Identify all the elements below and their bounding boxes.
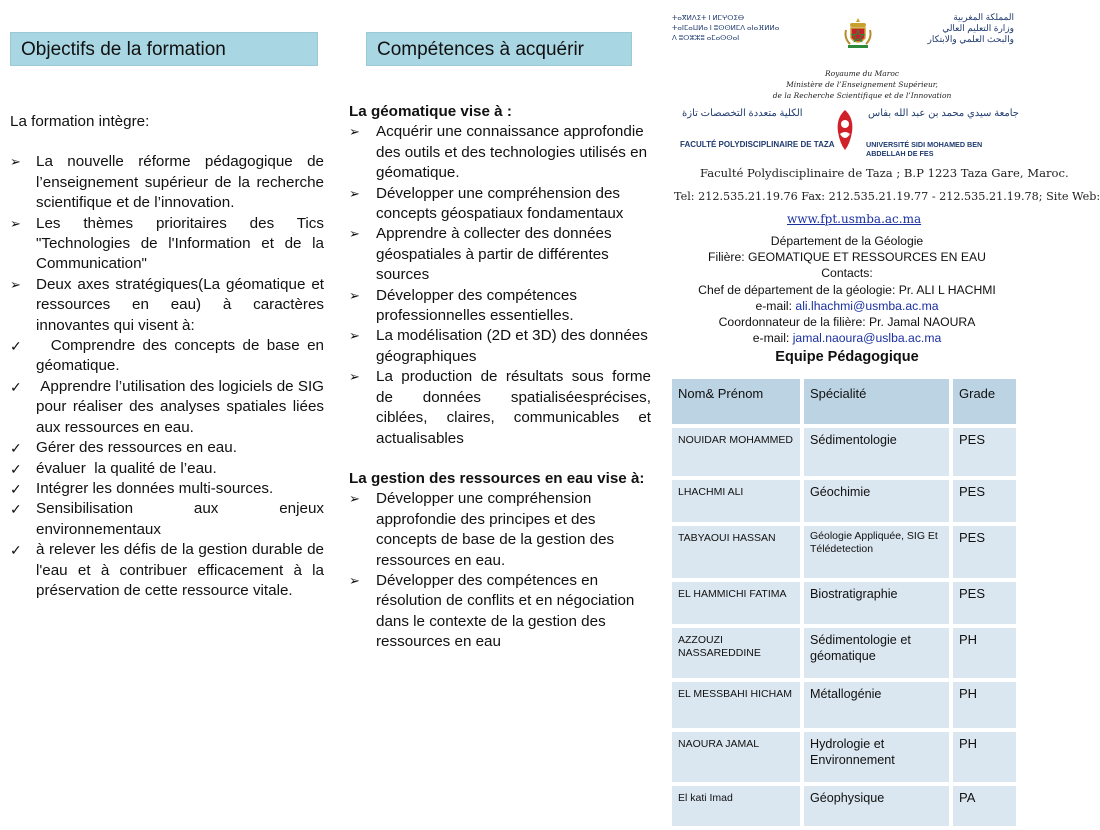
- arabic-line: والبحث العلمي والابتكار: [927, 34, 1014, 44]
- table-row: [672, 526, 1016, 578]
- arabic-line: وزارة التعليم العالي: [942, 23, 1014, 33]
- checkmark-icon: ✓: [10, 501, 22, 518]
- list-item-text: évaluer la qualité de l’eau.: [36, 459, 217, 477]
- contacts-label: Contacts:: [821, 266, 873, 281]
- list-item-text: La production de résultats sous forme de données spatialiséesprécises, ciblées, claires, communicables et actualisables: [376, 368, 651, 447]
- list-item-text: Apprendre à collecter des données géospatiales à partir de différentes sources: [376, 225, 612, 284]
- checkmark-icon: ✓: [10, 440, 22, 457]
- objectifs-list: [10, 152, 329, 601]
- university-arabic-name: جامعة سيدي محمد بن عبد الله بفاس: [868, 108, 1019, 119]
- member-specialite: Biostratigraphie: [800, 582, 949, 624]
- member-name: EL HAMMICHI FATIMA: [672, 582, 800, 624]
- member-grade: PH: [949, 732, 1016, 782]
- list-item: [10, 275, 329, 336]
- table-row: [672, 682, 1016, 728]
- coord-text: Coordonnateur de la filière: Pr. Jamal NAOURA: [718, 315, 976, 330]
- member-name: El kati Imad: [672, 786, 800, 826]
- university-logo-icon: [832, 108, 858, 152]
- list-item: [349, 367, 651, 449]
- competences-banner: Compétences à acquérir: [366, 32, 632, 66]
- list-item: [10, 499, 329, 540]
- table-row: [672, 428, 1016, 476]
- member-name: AZZOUZI NASSAREDDINE: [672, 628, 800, 678]
- arrow-bullet-icon: ➢: [349, 328, 360, 344]
- arrow-bullet-icon: ➢: [349, 572, 360, 588]
- member-specialite: Métallogénie: [800, 682, 949, 728]
- member-specialite: Hydrologie et Environnement: [800, 732, 949, 782]
- member-specialite: Géochimie: [800, 480, 949, 522]
- table-row: [672, 732, 1016, 782]
- table-row: [672, 582, 1016, 624]
- list-item-text: Développer des compétences professionnelles essentielles.: [376, 286, 577, 325]
- checkmark-icon: ✓: [10, 338, 22, 355]
- phone-line: Tel: 212.535.21.19.76 Fax: 212.535.21.19.77 - 212.535.21.19.78; Site Web:: [674, 190, 1100, 203]
- objectifs-intro: La formation intègre:: [10, 113, 150, 130]
- list-item: [10, 479, 324, 499]
- geomatique-title: La géomatique vise à :: [349, 103, 512, 120]
- list-item-text: Les thèmes prioritaires des Tics "Technologies de l'Information et de la Communication": [36, 214, 329, 273]
- objectifs-section: [10, 112, 329, 601]
- coord-email-line: [672, 330, 1022, 346]
- member-name: NAOURA JAMAL: [672, 732, 800, 782]
- list-item: [10, 540, 329, 601]
- member-specialite: Géologie Appliquée, SIG Et Télédetection: [800, 526, 949, 578]
- member-name: NOUIDAR MOHAMMED: [672, 428, 800, 476]
- tifinagh-line: ⵜⴰⴳⵍⴷⵉⵜ ⵏ ⵍⵎⵖⵔⵉⴱ: [672, 15, 745, 22]
- arrow-bullet-icon: ➢: [349, 491, 360, 507]
- list-item-text: Apprendre l’utilisation des logiciels de SIG pour réaliser des analyses spatiales liées aux ressources en eau.: [36, 377, 329, 436]
- ministry-header: [672, 10, 1022, 110]
- list-item-text: Développer une compréhension approfondie des principes et des concepts de base de la gestion des ressources en eau.: [376, 490, 615, 569]
- coord-email-link[interactable]: jamal.naoura@uslba.ac.ma: [792, 331, 942, 346]
- arrow-bullet-icon: ➢: [349, 124, 360, 140]
- member-grade: PH: [949, 628, 1016, 678]
- arrow-bullet-icon: ➢: [10, 154, 21, 170]
- faculty-french-name: FACULTÉ POLYDISCIPLINAIRE DE TAZA: [680, 140, 835, 149]
- member-specialite: Sédimentologie: [800, 428, 949, 476]
- email-label: e-mail:: [752, 331, 793, 346]
- royaume-line: Royaume du Maroc: [824, 69, 900, 78]
- member-grade: PH: [949, 682, 1016, 728]
- list-item-text: Développer des compétences en résolution de conflits et en négociation dans le contexte de la gestion des ressources en eau: [376, 571, 635, 651]
- tifinagh-line: ⴷ ⵓⵔⵣⵣⵓ ⴰⵎⴰⵙⵙⴰⵏ: [672, 35, 740, 42]
- arrow-bullet-icon: ➢: [349, 369, 360, 385]
- list-item-text: Développer une compréhension des concepts géospatiaux fondamentaux: [376, 184, 624, 223]
- arrow-bullet-icon: ➢: [349, 185, 360, 201]
- filiere-text: Filière: GEOMATIQUE ET RESSOURCES EN EAU: [708, 250, 986, 265]
- list-item: [349, 184, 651, 225]
- list-item: [10, 377, 329, 438]
- list-item: [349, 224, 651, 285]
- objectifs-banner: Objectifs de la formation: [10, 32, 318, 66]
- address-line: Faculté Polydisciplinaire de Taza ; B.P 1223 Taza Gare, Maroc.: [700, 166, 1069, 180]
- list-item: [10, 438, 324, 458]
- member-grade: PES: [949, 480, 1016, 522]
- list-item-text: Intégrer les données multi-sources.: [36, 479, 274, 497]
- header-nom: Nom& Prénom: [672, 379, 800, 424]
- website-link[interactable]: www.fpt.usmba.ac.ma: [787, 212, 922, 226]
- member-specialite: Géophysique: [800, 786, 949, 826]
- list-item: [349, 489, 651, 571]
- header-specialite: Spécialité: [800, 379, 949, 424]
- table-row: [672, 628, 1016, 678]
- list-item: [349, 571, 651, 653]
- list-item-text: Gérer des ressources en eau.: [36, 439, 237, 457]
- departement-text: Département de la Géologie: [770, 234, 924, 248]
- email-label: e-mail:: [755, 298, 796, 313]
- list-item: [349, 326, 651, 367]
- royaume-text: [772, 68, 952, 101]
- list-item-text: Deux axes stratégiques(La géomatique et ressources en eau) à caractères innovantes qui visent à:: [36, 275, 329, 334]
- member-grade: PES: [949, 582, 1016, 624]
- table-row: [672, 480, 1016, 522]
- arrow-bullet-icon: ➢: [349, 287, 360, 303]
- ministere-line: Ministère de l’Enseignement Supérieur,: [786, 80, 938, 89]
- arrow-bullet-icon: ➢: [10, 276, 21, 292]
- checkmark-icon: ✓: [10, 480, 22, 497]
- list-item: [10, 214, 329, 275]
- eau-title: La gestion des ressources en eau vise à:: [349, 469, 645, 487]
- chef-email-line: [672, 298, 1022, 314]
- list-item: [10, 336, 329, 377]
- list-item-text: La nouvelle réforme pédagogique de l’enseignement supérieur de la recherche scientifique et de l’innovation.: [36, 153, 329, 212]
- table-header-row: [672, 379, 1016, 424]
- list-item: [10, 152, 329, 213]
- list-item-text: Comprendre des concepts de base en géomatique.: [36, 337, 329, 375]
- member-specialite: Sédimentologie et géomatique: [800, 628, 949, 678]
- moroccan-crest-icon: [844, 16, 872, 50]
- arrow-bullet-icon: ➢: [10, 215, 21, 231]
- equipe-table: [672, 375, 1016, 830]
- list-item: [349, 286, 651, 327]
- member-name: LHACHMI ALI: [672, 480, 800, 522]
- contacts-block: [672, 233, 1022, 346]
- arrow-bullet-icon: ➢: [349, 226, 360, 242]
- list-item: [349, 122, 651, 183]
- university-header: [672, 108, 1022, 156]
- checkmark-icon: ✓: [10, 378, 22, 395]
- list-item-text: à relever les défis de la gestion durable de l'eau et à contribuer efficacement à la préservation de cette ressource vitale.: [36, 541, 329, 599]
- member-grade: PA: [949, 786, 1016, 826]
- member-grade: PES: [949, 428, 1016, 476]
- list-item-text: Acquérir une connaissance approfondie des outils et des technologies utilisés en géomatique.: [376, 123, 648, 182]
- checkmark-icon: ✓: [10, 542, 22, 559]
- member-name: TABYAOUI HASSAN: [672, 526, 800, 578]
- tifinagh-line: ⵜⴰⵏⵎⴰⵡⵍⴰ ⵏ ⵓⵙⵙⵍⵎⴷ ⴰⵏⴰⴼⵍⵍⴰ: [672, 25, 780, 32]
- list-item-text: La modélisation (2D et 3D) des données géographiques: [376, 327, 648, 365]
- university-french-name: UNIVERSITÉ SIDI MOHAMED BEN ABDELLAH DE FES: [866, 140, 983, 158]
- list-item-text: Sensibilisation aux enjeux environnementaux: [36, 500, 329, 538]
- header-grade: Grade: [949, 379, 1016, 424]
- equipe-title: Equipe Pédagogique: [775, 349, 919, 365]
- checkmark-icon: ✓: [10, 460, 22, 477]
- competences-section: [349, 102, 651, 653]
- geomatique-list: [349, 122, 651, 449]
- chef-email-link[interactable]: ali.lhachmi@usmba.ac.ma: [795, 298, 939, 313]
- faculty-arabic-name: الكلية متعددة التخصصات تازة: [682, 108, 803, 119]
- member-grade: PES: [949, 526, 1016, 578]
- list-item: [10, 459, 324, 479]
- ministere-line-2: de la Recherche Scientifique et de l’Innovation: [772, 91, 952, 100]
- member-name: EL MESSBAHI HICHAM: [672, 682, 800, 728]
- eau-list: [349, 489, 651, 652]
- arabic-line: المملكة المغربية: [953, 12, 1014, 22]
- table-row: [672, 786, 1016, 826]
- chef-text: Chef de département de la géologie: Pr. ALI L HACHMI: [698, 282, 996, 297]
